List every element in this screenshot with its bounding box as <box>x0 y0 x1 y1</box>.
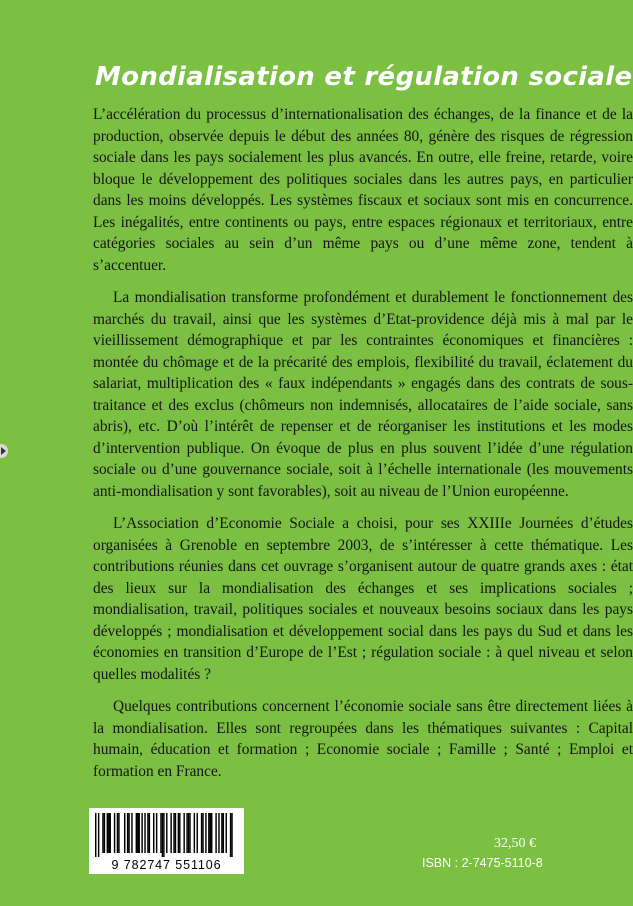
blurb-text <box>93 104 633 793</box>
blurb-paragraph-3: L’Association d’Economie Sociale a choisi, pour ses XXIIIe Journées d’études organisées à Grenoble en septembre 2003, de s’intéresser à cette thématique. Les contributions réunies dans cet ouvrage s’organisent autour de quatre grands axes : état des lieux sur la mondialisation des échanges et ses implications sociales ; mondialisation, travail, politiques sociales et nouveaux besoins sociaux dans les pays développés ; mondialisation et développement social dans les pays du Sud et dans les économies en transition d’Europe de l’Est ; régulation sociale : à quel niveau et selon quelles modalités ? <box>93 515 633 683</box>
barcode-digits: 9 782747 551106 <box>111 858 222 872</box>
cover-title: Mondialisation et régulation sociale <box>95 62 633 92</box>
isbn: ISBN : 2-7475-5110-8 <box>422 856 543 870</box>
blurb-paragraph-4: Quelques contributions concernent l’économie sociale sans être directement liées à la mondialisation. Elles sont regroupées dans les thématiques suivantes : Capital humain, éducation et formation ; Economie sociale ; Famille ; Santé ; Emploi et formation en France. <box>93 698 633 780</box>
barcode <box>89 808 244 874</box>
price: 32,50 € <box>494 836 536 851</box>
barcode-bars <box>95 813 238 857</box>
blurb-paragraph-1: L’accélération du processus d’internationalisation des échanges, de la finance et de la production, observée depuis le début des années 80, génère des risques de régression sociale dans les pays socialement les plus avancés. En outre, elle freine, retarde, voire bloque le développement des politiques sociales dans les autres pays, en particulier dans les moins développés. Les systèmes fiscaux et sociaux sont mis en concurrence. Les inégalités, entre continents ou pays, entre espaces régionaux et territoriaux, entre catégories sociales au sein d’un même pays ou d’une même zone, tendent à s’accentuer. <box>93 106 633 274</box>
chevron-right-icon[interactable] <box>0 444 8 458</box>
blurb-paragraph-2: La mondialisation transforme profondément et durablement le fonctionnement des marchés du travail, ainsi que les systèmes d’Etat-providence déjà mis à mal par le vieillissement démographique et par les contraintes économiques et financières : montée du chômage et de la précarité des emplois, flexibilité du travail, éclatement du salariat, multiplication des « faux indépendants » engagés dans des contrats de sous-traitance et des exclus (chômeurs non indemnisés, allocataires de l’aide sociale, sans abris), etc. D’où l’intérêt de repenser et de réorganiser les institutions et les modes d’intervention publique. On évoque de plus en plus souvent l’idée d’une régulation sociale ou d’une gouvernance sociale, soit à l’échelle internationale (les mouvements anti-mondialisation y sont favorables), soit au niveau de l’Union européenne. <box>93 289 633 500</box>
